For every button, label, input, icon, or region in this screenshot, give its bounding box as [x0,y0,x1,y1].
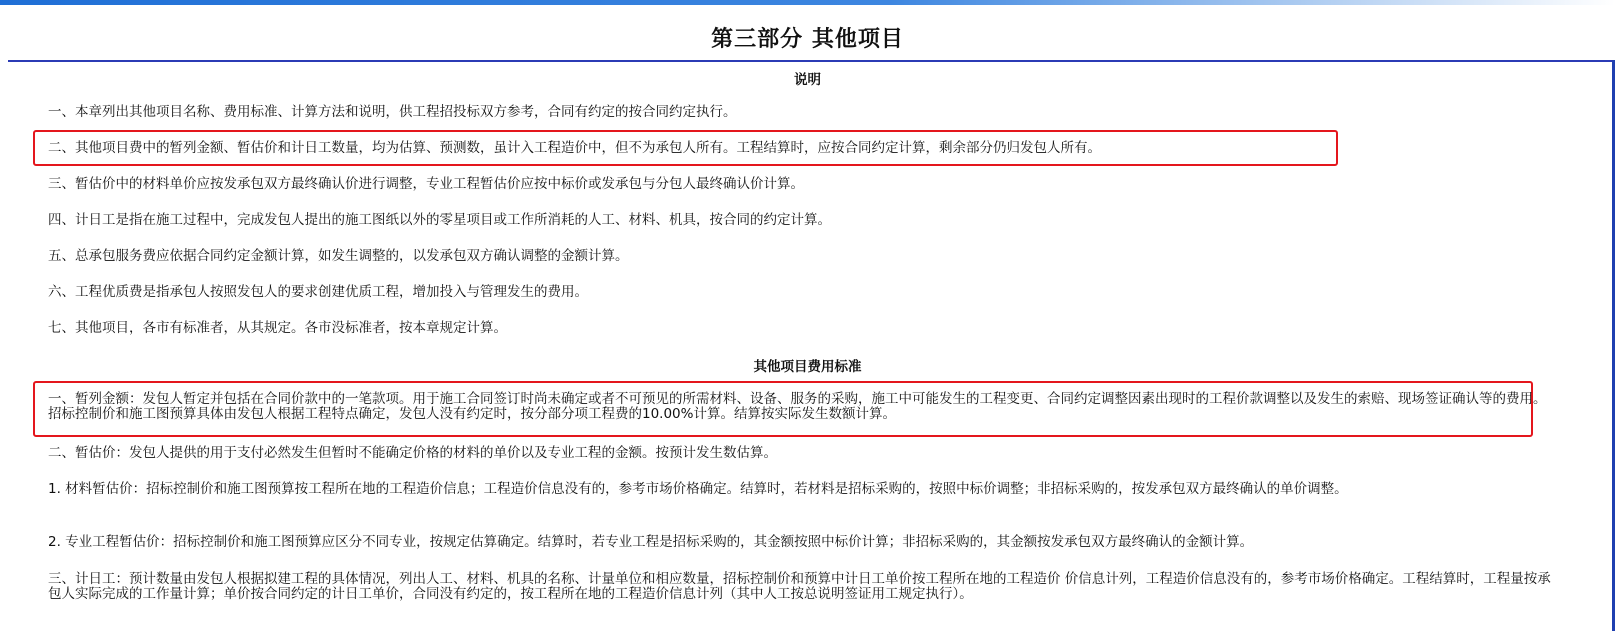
explanation-item-3: 三、暂估价中的材料单价应按发承包双方最终确认价进行调整，专业工程暂估价应按中标价或发承包与分包人最终确认价计算。 [48,176,804,192]
standards-item-2-2: 2. 专业工程暂估价：招标控制价和施工图预算应区分不同专业，按规定估算确定。结算时，若专业工程是招标采购的，其金额按照中标价计算；非招标采购的，其金额按发承包双方最终确认的金额计算。 [48,534,1254,550]
top-gradient-bar [0,0,1615,5]
explanation-heading: 说明 [794,72,821,88]
standards-heading: 其他项目费用标准 [753,359,862,375]
standards-item-3: 三、计日工：预计数量由发包人根据拟建工程的具体情况，列出人工、材料、机具的名称、计量单位和相应数量，招标控制价和预算中计日工单价按工程所在地的工程造价 价信息计列，工程造价信息没有的，参考市场价格确定。工程结算时，工程量按承包人实际完成的工作量计算；单价按合同约定的计日工单价，合同没有约定的，按工程所在地的工程造价信息计列（其中人工按总说明签证用工规定执行）。 [48,571,1551,602]
standards-item-2: 二、暂估价：发包人提供的用于支付必然发生但暂时不能确定价格的材料的单价以及专业工程的金额。按预计发生数估算。 [48,445,777,461]
explanation-item-4: 四、计日工是指在施工过程中，完成发包人提出的施工图纸以外的零星项目或工作所消耗的人工、材料、机具，按合同的约定计算。 [48,212,831,228]
title-divider [8,60,1615,62]
standards-item-2-1: 1. 材料暂估价：招标控制价和施工图预算按工程所在地的工程造价信息；工程造价信息没有的，参考市场价格确定。结算时，若材料是招标采购的，按照中标价调整；非招标采购的，按发承包双方最终确认的单价调整。 [48,481,1348,497]
explanation-item-2: 二、其他项目费中的暂列金额、暂估价和计日工数量，均为估算、预测数，虽计入工程造价中，但不为承包人所有。工程结算时，应按合同约定计算，剩余部分仍归发包人所有。 [48,140,1101,156]
explanation-item-5: 五、总承包服务费应依据合同约定金额计算，如发生调整的，以发承包双方确认调整的金额计算。 [48,248,629,264]
page-title: 第三部分 其他项目 [711,26,904,52]
standards-item-1: 一、暂列金额：发包人暂定并包括在合同价款中的一笔款项。用于施工合同签订时尚未确定或者不可预见的所需材料、设备、服务的采购，施工中可能发生的工程变更、合同约定调整因素出现时的工程价款调整以及发生的索赔、现场签证确认等的费用。招标控制价和施工图预算具体由发包人根据工程特点确定，发包人没有约定时，按分部分项工程费的10.00%计算。结算按实际发生数额计算。 [48,391,1547,422]
explanation-item-1: 一、本章列出其他项目名称、费用标准、计算方法和说明，供工程招投标双方参考，合同有约定的按合同约定执行。 [48,104,737,120]
explanation-item-7: 七、其他项目，各市有标准者，从其规定。各市没标准者，按本章规定计算。 [48,320,507,336]
explanation-item-6: 六、工程优质费是指承包人按照发包人的要求创建优质工程，增加投入与管理发生的费用。 [48,284,588,300]
